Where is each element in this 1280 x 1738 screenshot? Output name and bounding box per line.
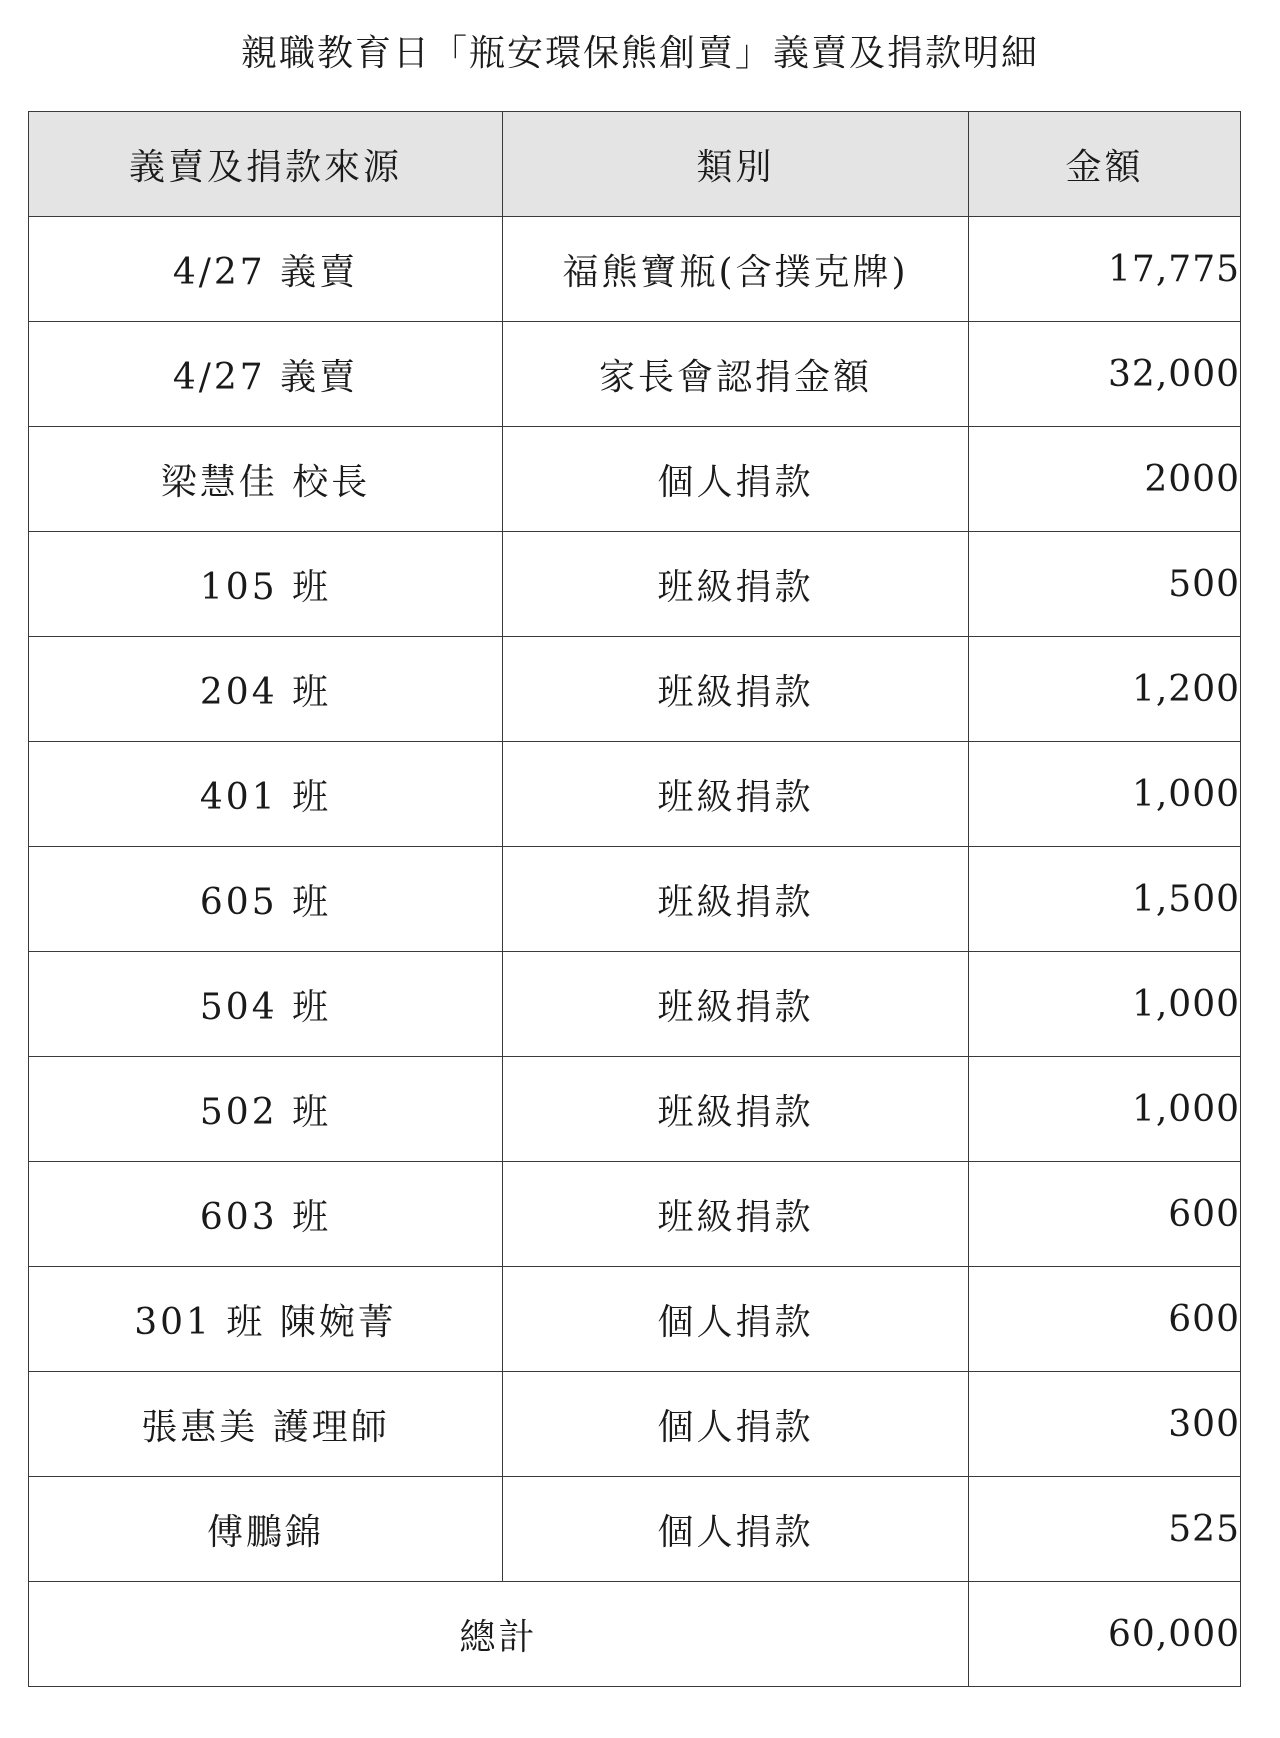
row-amount: 1,500 (969, 847, 1241, 952)
table-row (29, 1372, 1241, 1477)
table-row (29, 1477, 1241, 1582)
row-category: 班級捐款 (503, 742, 969, 847)
table-body (29, 217, 1241, 1687)
row-source: 301 班 陳婉菁 (29, 1267, 503, 1372)
row-category: 班級捐款 (503, 637, 969, 742)
row-source: 502 班 (29, 1057, 503, 1162)
row-amount: 1,200 (969, 637, 1241, 742)
row-source: 401 班 (29, 742, 503, 847)
row-amount: 500 (969, 532, 1241, 637)
row-category: 班級捐款 (503, 532, 969, 637)
row-category: 家長會認捐金額 (503, 322, 969, 427)
document-title: 親職教育日「瓶安環保熊創賣」義賣及捐款明細 (240, 33, 1039, 74)
total-amount: 60,000 (969, 1582, 1241, 1687)
row-source: 4/27 義賣 (29, 217, 503, 322)
row-amount: 1,000 (969, 742, 1241, 847)
row-category: 個人捐款 (503, 1267, 969, 1372)
table-row (29, 1267, 1241, 1372)
total-row (29, 1582, 1241, 1687)
donation-table (28, 111, 1241, 1687)
row-amount: 32,000 (969, 322, 1241, 427)
table-row (29, 637, 1241, 742)
row-category: 福熊寶瓶(含撲克牌) (503, 217, 969, 322)
row-source: 張惠美 護理師 (29, 1372, 503, 1477)
total-label: 總計 (29, 1582, 969, 1687)
row-source: 504 班 (29, 952, 503, 1057)
table-row (29, 322, 1241, 427)
row-category: 個人捐款 (503, 1372, 969, 1477)
header-amount: 金額 (969, 112, 1241, 217)
header-category: 類別 (503, 112, 969, 217)
table-header (29, 112, 1241, 217)
table-row (29, 1057, 1241, 1162)
table-row (29, 1162, 1241, 1267)
row-category: 班級捐款 (503, 1162, 969, 1267)
row-amount: 2000 (969, 427, 1241, 532)
row-source: 梁慧佳 校長 (29, 427, 503, 532)
row-source: 105 班 (29, 532, 503, 637)
row-source: 204 班 (29, 637, 503, 742)
row-amount: 525 (969, 1477, 1241, 1582)
row-amount: 1,000 (969, 1057, 1241, 1162)
row-category: 班級捐款 (503, 847, 969, 952)
row-source: 傅鵬錦 (29, 1477, 503, 1582)
table-row (29, 217, 1241, 322)
row-amount: 600 (969, 1267, 1241, 1372)
header-row (29, 112, 1241, 217)
table-row (29, 532, 1241, 637)
row-category: 班級捐款 (503, 952, 969, 1057)
table-row (29, 427, 1241, 532)
row-source: 605 班 (29, 847, 503, 952)
row-source: 4/27 義賣 (29, 322, 503, 427)
row-amount: 1,000 (969, 952, 1241, 1057)
table-row (29, 847, 1241, 952)
row-category: 個人捐款 (503, 1477, 969, 1582)
row-amount: 17,775 (969, 217, 1241, 322)
table-row (29, 952, 1241, 1057)
row-category: 個人捐款 (503, 427, 969, 532)
row-source: 603 班 (29, 1162, 503, 1267)
row-category: 班級捐款 (503, 1057, 969, 1162)
table-row (29, 742, 1241, 847)
row-amount: 300 (969, 1372, 1241, 1477)
header-source: 義賣及捐款來源 (29, 112, 503, 217)
row-amount: 600 (969, 1162, 1241, 1267)
